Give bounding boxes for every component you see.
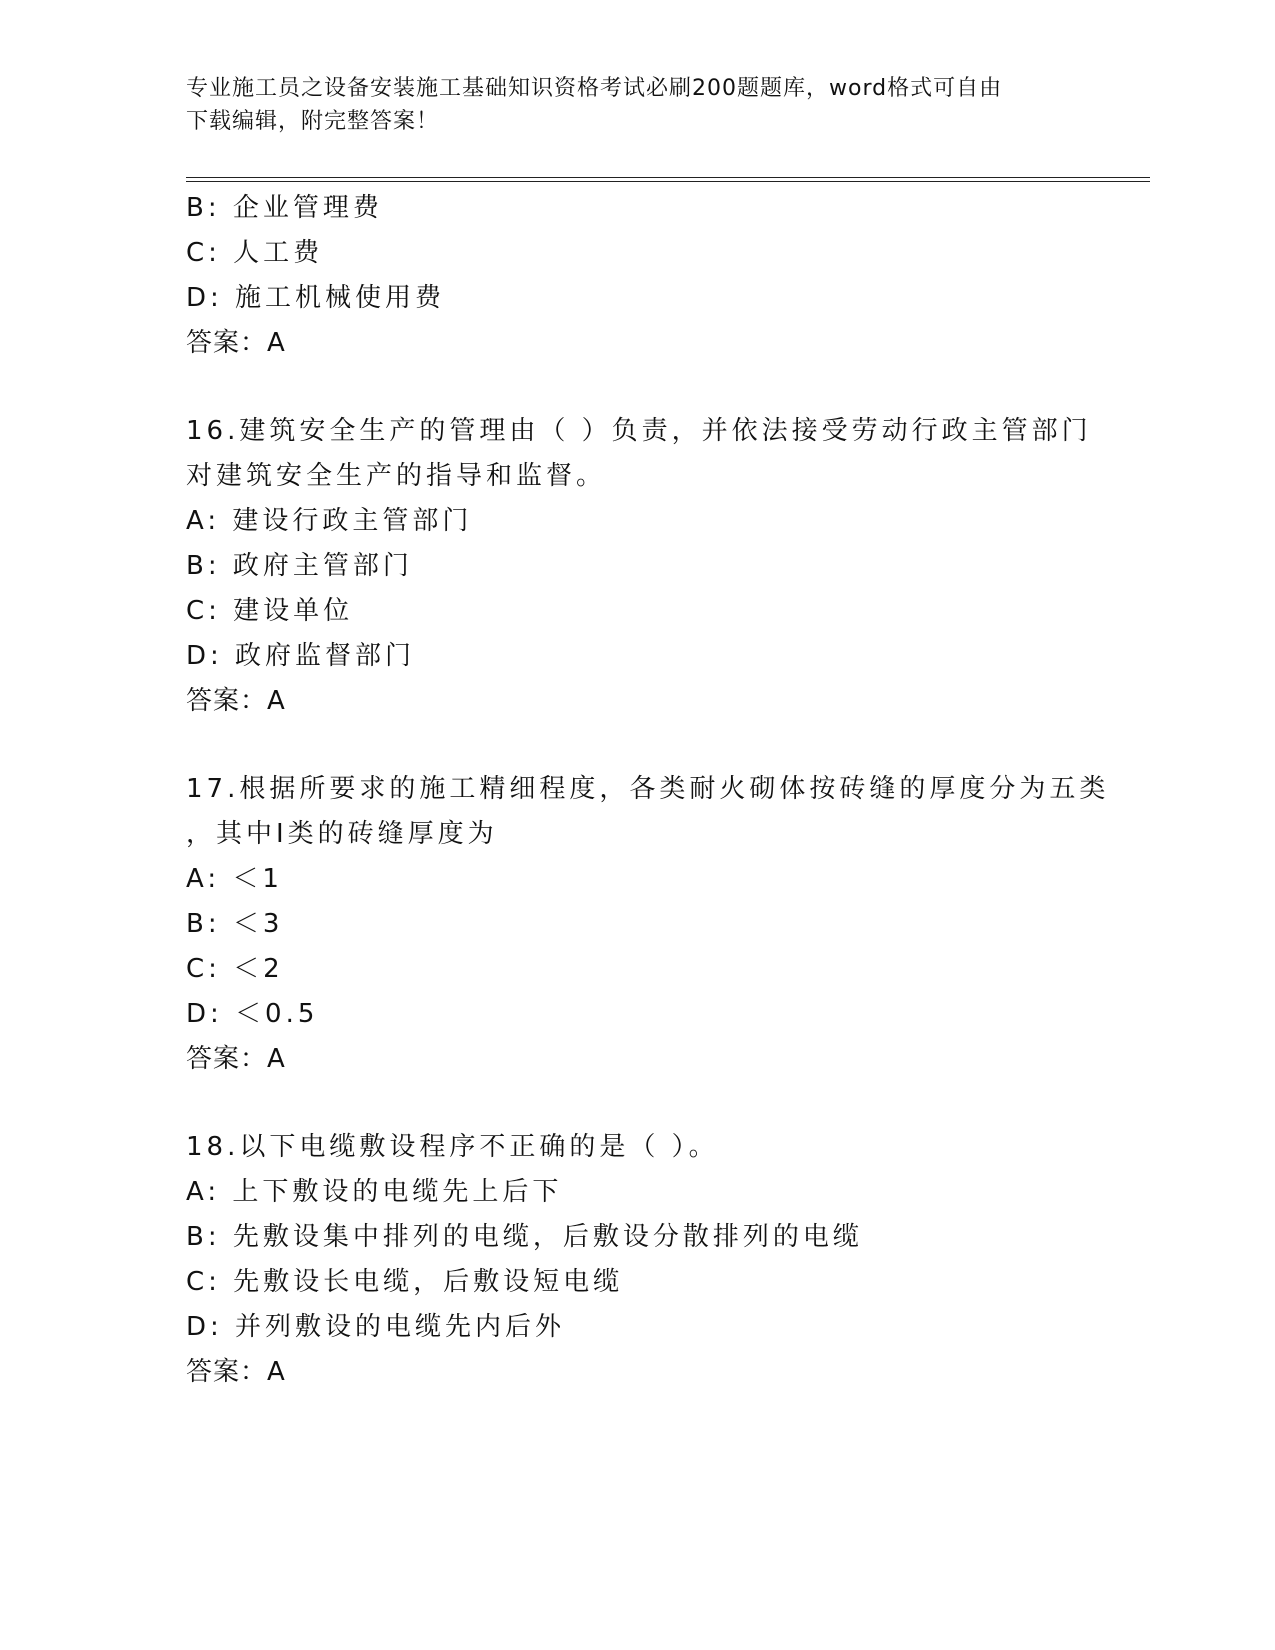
option-a: A: 上下敷设的电缆先上后下 xyxy=(186,1177,563,1207)
question-stem-line-2: ，其中Ⅰ类的砖缝厚度为 xyxy=(186,819,498,849)
question-block-18 xyxy=(186,1125,1086,1395)
question-stem-line-1: 16.建筑安全生产的管理由（ ）负责，并依法接受劳动行政主管部门 xyxy=(186,416,1092,446)
answer-line: 答案：A xyxy=(186,1357,286,1387)
option-b: B: 企业管理费 xyxy=(186,193,383,223)
header-divider-bottom xyxy=(186,181,1150,182)
option-c: C: 建设单位 xyxy=(186,596,354,626)
option-d: D: 政府监督部门 xyxy=(186,641,416,671)
header-line-1: 专业施工员之设备安装施工基础知识资格考试必刷200题题库，word格式可自由 xyxy=(186,76,1003,101)
answer-line: 答案：A xyxy=(186,1044,286,1074)
option-a: A: ＜1 xyxy=(186,864,283,894)
option-d: D: ＜0.5 xyxy=(186,999,319,1029)
option-a: A: 建设行政主管部门 xyxy=(186,506,473,536)
document-header xyxy=(186,72,1066,138)
question-block-16 xyxy=(186,409,1092,724)
option-b: B: 先敷设集中排列的电缆，后敷设分散排列的电缆 xyxy=(186,1222,863,1252)
document-body xyxy=(186,186,1110,1395)
question-stem-line-1: 18.以下电缆敷设程序不正确的是（ ）。 xyxy=(186,1132,719,1162)
header-divider-top xyxy=(186,177,1150,178)
header-line-2: 下载编辑，附完整答案！ xyxy=(186,109,440,134)
answer-line: 答案：A xyxy=(186,686,286,716)
option-b: B: ＜3 xyxy=(186,909,284,939)
question-stem-line-1: 17.根据所要求的施工精细程度，各类耐火砌体按砖缝的厚度分为五类 xyxy=(186,774,1110,804)
option-d: D: 施工机械使用费 xyxy=(186,283,446,313)
option-d: D: 并列敷设的电缆先内后外 xyxy=(186,1312,566,1342)
option-c: C: 先敷设长电缆，后敷设短电缆 xyxy=(186,1267,624,1297)
question-stem-line-2: 对建筑安全生产的指导和监督。 xyxy=(186,461,607,491)
question-block-15 xyxy=(186,186,1086,366)
answer-line: 答案：A xyxy=(186,328,286,358)
option-b: B: 政府主管部门 xyxy=(186,551,413,581)
option-c: C: ＜2 xyxy=(186,954,284,984)
option-c: C: 人工费 xyxy=(186,238,324,268)
question-block-17 xyxy=(186,767,1110,1082)
